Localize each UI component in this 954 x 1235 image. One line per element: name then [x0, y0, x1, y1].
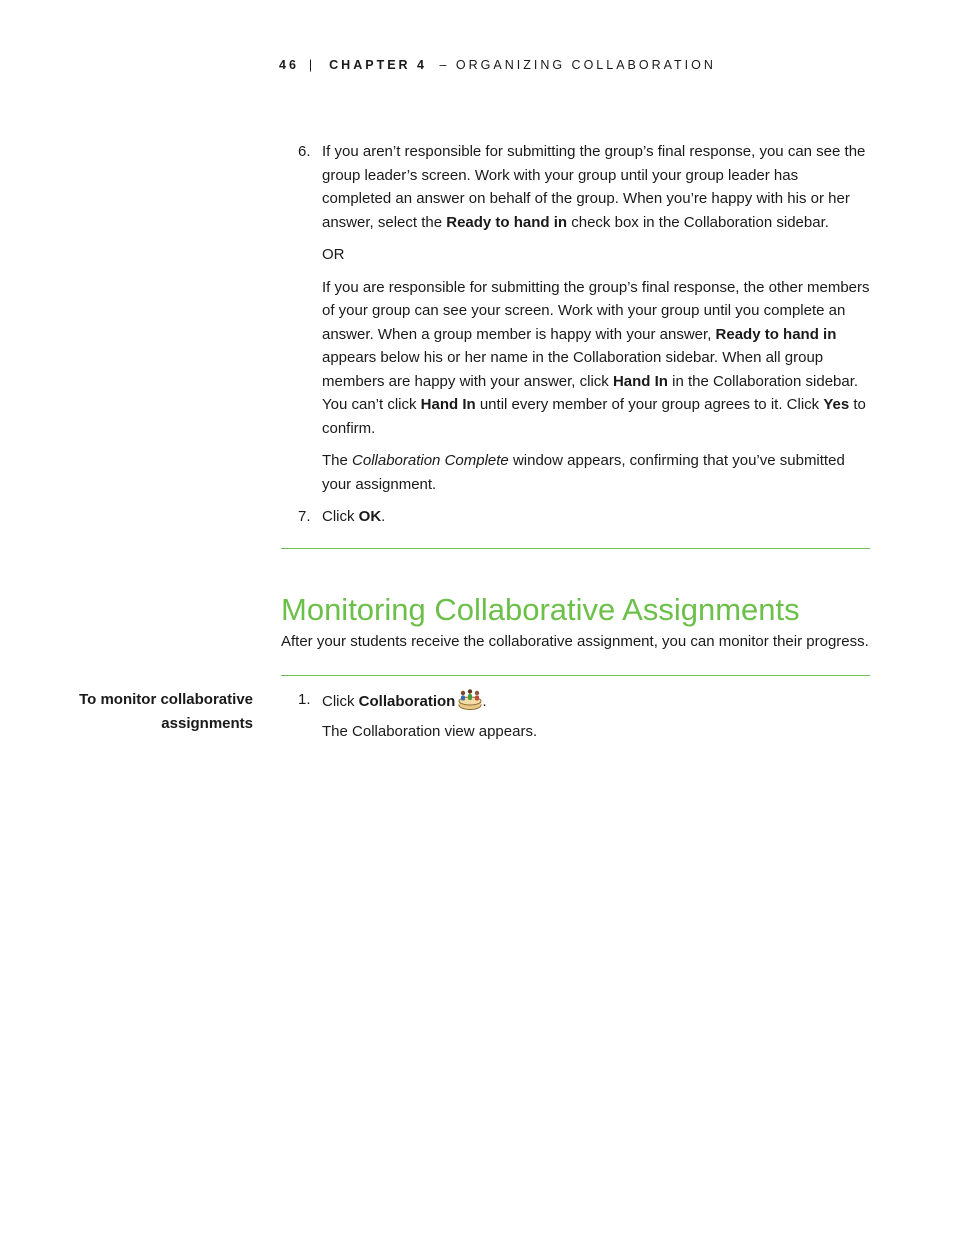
- page-number: 46: [279, 58, 299, 72]
- divider-rule: [281, 548, 870, 549]
- step-number: 1.: [298, 691, 311, 708]
- steps-top: [281, 140, 870, 538]
- step-number: 7.: [298, 508, 311, 525]
- step-6-or: OR: [322, 246, 345, 263]
- chapter-title: – ORGANIZING COLLABORATION: [439, 58, 716, 72]
- step-number: 6.: [298, 143, 311, 160]
- section-lead: After your students receive the collaborative assignment, you can monitor their progress.: [281, 633, 869, 650]
- procedure-steps: [281, 688, 870, 752]
- procedure-step-1-text: Click Collaboration .: [322, 688, 870, 714]
- step-6-para-3: The Collaboration Complete window appears, confirming that you’ve submitted your assignment.: [322, 452, 845, 493]
- step-7: [281, 505, 870, 538]
- section-heading: Monitoring Collaborative Assignments: [281, 592, 800, 627]
- divider-rule: [281, 675, 870, 676]
- chapter-label: CHAPTER 4: [329, 58, 427, 72]
- collaboration-icon: [458, 688, 482, 710]
- header-separator: |: [308, 58, 316, 72]
- procedure-side-heading: To monitor collaborative assignments: [79, 691, 253, 732]
- step-6: [281, 140, 870, 505]
- step-7-text: Click OK.: [322, 508, 386, 525]
- step-6-para-2: If you are responsible for submitting the group’s final response, the other members of your group can see your screen. Work with your group until you complete an answer. When a group member is happy with your answer, Ready to hand in appears below his or her name in the Collaboration sidebar. When all group members are happy with your answer, click Hand In in the Collaboration sidebar. You can’t click Hand In until every member of your group agrees to it. Click Yes to confirm.: [322, 278, 870, 437]
- step-6-para-1: If you aren’t responsible for submitting the group’s final response, you can see the group leader’s screen. Work with your group until your group leader has completed an answer on behalf of the group. When you’re happy with his or her answer, select the Ready to hand in check box in the Collaboration sidebar.: [322, 143, 866, 231]
- procedure-step-1: [281, 688, 870, 752]
- page-header: [279, 58, 716, 72]
- procedure-step-1-result: The Collaboration view appears.: [322, 722, 538, 740]
